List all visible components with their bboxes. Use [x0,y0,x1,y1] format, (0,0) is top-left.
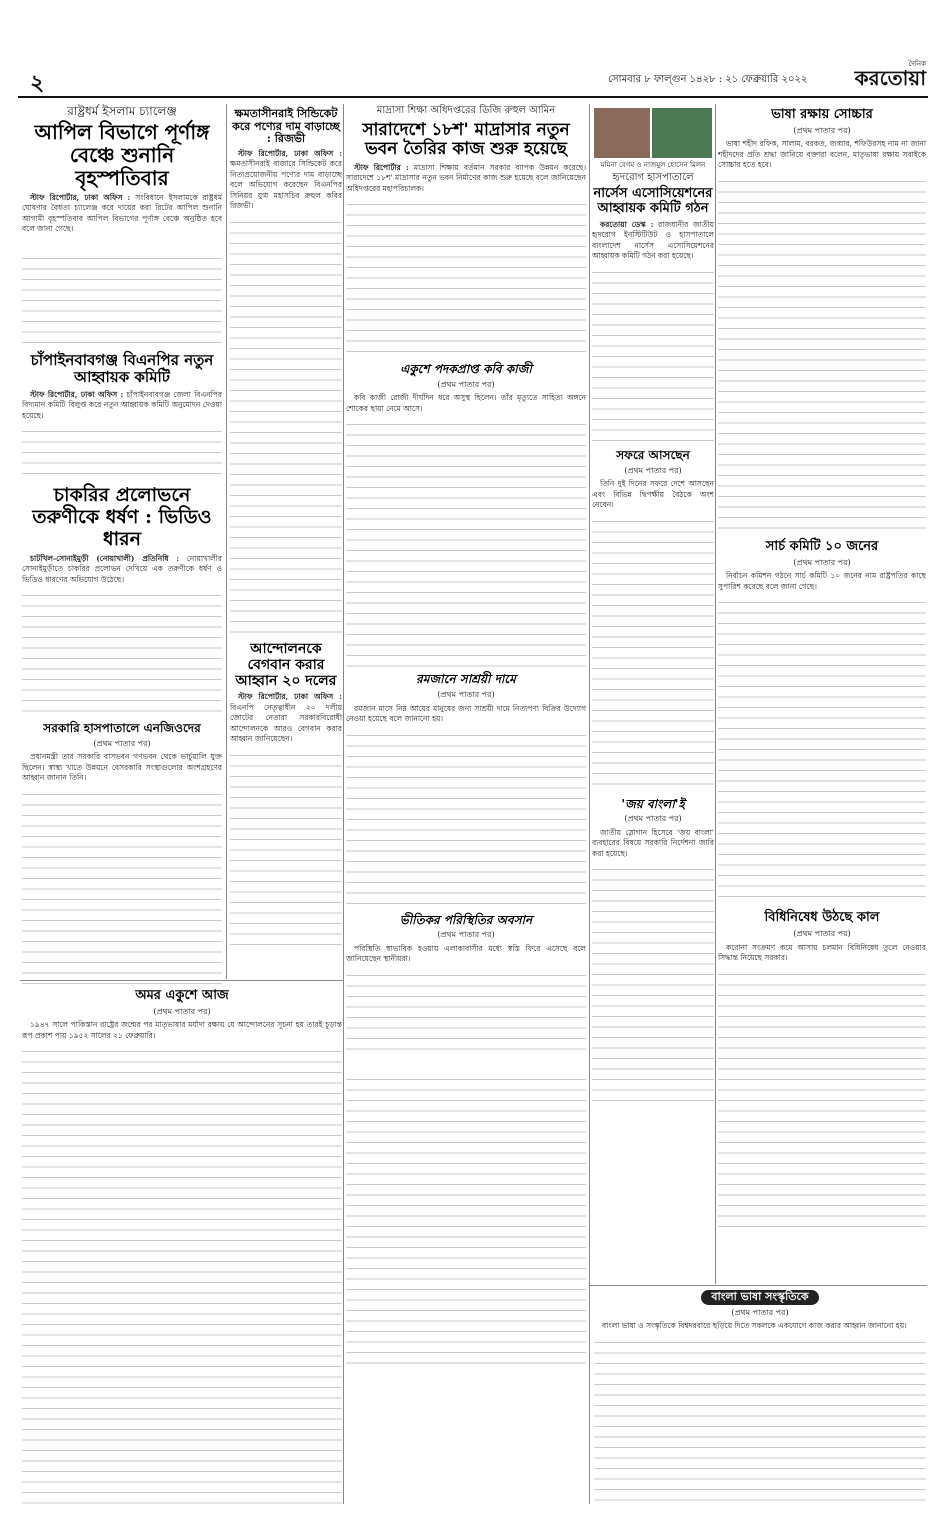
column-2 [230,104,342,974]
article-headline: রমজানে সাশ্রয়ী দামে [416,672,516,687]
article-headline: বিধিনিষেধ উঠছে কাল [764,910,880,926]
article-body: ভাষা শহীদ রফিক, সালাম, বরকত, জব্বার, শফিউরসহ নাম না জানা শহীদদের প্রতি শ্রদ্ধা জানিয়ে বক্তারা বলেন, মাতৃভাষা রক্ষায় সবাইকে সোচ্চার হতে হবে। [718,139,926,170]
article-body: মাদ্রাসা শিক্ষায় বর্তমান সরকার ব্যাপক উন্নয়ন করেছে। সারাদেশে ১৮শ' মাদ্রাসার নতুন ভবন নির্মাণের কাজ শুরু হয়েছে বলে জানিয়েছেন অধিদপ্তরের মহাপরিচালক। [346,162,586,193]
article-headline: আপিল বিভাগে পূর্ণাঙ্গ বেঞ্চে শুনানি বৃহস্পতিবার [34,119,210,190]
article-body: করোনা সংক্রমণ কমে আসায় চলমান বিধিনিষেধ তুলে নেওয়ার সিদ্ধান্ত নিয়েছে সরকার। [718,942,926,963]
date-line: সোমবার ৮ ফাল্গুন ১৪২৮ : ২১ ফেব্রুয়ারি ২০২২ [608,74,808,85]
article-kicker: মাদ্রাসা শিক্ষা অধিদপ্তরের ডিজি রুহুল আমিন [376,105,556,116]
logo-name: করতোয়া [854,66,926,90]
article-body: তিনি দুই দিনের সফরে দেশে আসছেন এবং বিভিন্ন দ্বিপক্ষীয় বৈঠকে অংশ নেবেন। [592,479,714,510]
article-kicker: হৃদরোগ হাসপাতালে [612,171,694,183]
column-divider [343,104,344,1504]
logo-small-text: দৈনিক [908,60,926,68]
article-headline: সার্চ কমিটি ১০ জনের [765,538,879,554]
continued-label: (প্রথম পাতার পর) [437,379,495,389]
continued-label: (প্রথম পাতার পর) [624,814,682,824]
section-divider [20,980,343,981]
article-body: সংবিধানে ইসলামকে রাষ্ট্রধর্ম ঘোষণার বৈধতা চ্যালেঞ্জ করে দায়ের করা রিটের আপিল শুনানি আগামী বৃহস্পতিবার আপিল বিভাগের পূর্ণাঙ্গ বেঞ্চে অনুষ্ঠিত হবে বলে জানা গেছে। [22,192,222,233]
column-3 [346,104,586,1504]
article-headline: একুশে পদকপ্রাপ্ত কবি কাজী [400,362,532,377]
photo-man [652,108,712,158]
article-byline: স্টাফ রিপোর্টার : [354,162,409,172]
article-headline: ভীতিকর পরিস্থিতির অবসান [399,912,533,927]
article-headline: ক্ষমতাসীনরাই সিন্ডিকেট করে পণ্যের দাম বাড়াচ্ছে : রিজভী [232,107,340,146]
article-headline: ভাষা রক্ষায় সোচ্চার [771,107,873,122]
text-block [718,174,926,534]
article-headline: সারাদেশে ১৮শ' মাদ্রাসার নতুন ভবন তৈরির কাজ শুরু হয়েছে [362,119,570,160]
article-body: পরিস্থিতি স্বাভাবিক হওয়ায় এলাকাবাসীর মধ্যে স্বস্তি ফিরে এসেছে বলে জানিয়েছেন স্থানীয়রা। [346,943,586,964]
column-5 [718,104,926,1284]
article-headline: অমর একুশে আজ [135,988,229,1003]
article-headline: আন্দোলনকে বেগবান করার আহ্বান ২০ দলের [235,640,337,690]
article-body: কবি কাজী রোজী দীর্ঘদিন ধরে অসুস্থ ছিলেন। তাঁর মৃত্যুতে সাহিত্য অঙ্গনে শোকের ছায়া নেমে আসে। [346,393,586,413]
article-amar-ekushe [22,985,342,1505]
continued-label: (প্রথম পাতার পর) [437,690,495,700]
article-body: ক্ষমতাসীনরাই বাজারে সিন্ডিকেট করে নিত্যপ্রয়োজনীয় পণ্যের দাম বাড়াচ্ছে বলে অভিযোগ করেছেন বিএনপির সিনিয়র যুগ্ম মহাসচিব রুহুল কবির রিজভী। [230,159,342,211]
article-headline: নার্সেস এসোসিয়েশনের আহ্বায়ক কমিটি গঠন [593,186,713,216]
continued-label: (প্রথম পাতার পর) [793,125,851,135]
column-divider [226,104,227,979]
text-block [346,417,586,667]
article-headline: সফরে আসছেন [616,447,690,462]
newspaper-logo [836,60,926,90]
article-kicker: রাষ্ট্রধর্ম ইসলাম চ্যালেঞ্জ [67,104,177,118]
article-body: নোয়াখালীর সোনাইমুড়ীতে চাকরির প্রলোভন দেখিয়ে এক তরুণীকে ধর্ষণ ও ভিডিও ধারণের অভিযোগ উঠেছে। [22,553,222,584]
text-block [592,265,714,445]
text-block [718,595,926,905]
article-body: ১৯৪৭ সালে পাকিস্তান রাষ্ট্রের জন্মের পর মাতৃভাষার মর্যাদা রক্ষায় যে আন্দোলনের সূচনা হয় তারই চূড়ান্ত রূপ প্রকাশ পায় ১৯৫২ সালের ২১ ফেব্রুয়ারি। [22,1020,342,1040]
text-block [22,1044,342,1504]
article-body: বাংলা ভাষা ও সংস্কৃতিকে বিশ্বদরবারে ছড়িয়ে দিতে সকলকে একযোগে কাজ করার আহ্বান জানানো হয়। [602,1321,907,1330]
section-divider [589,1285,927,1286]
article-byline: স্টাফ রিপোর্টার, ঢাকা অফিস : [238,692,342,702]
article-bangla-bhasha [594,1290,926,1510]
article-byline: করতোয়া ডেস্ক : [600,219,654,229]
continued-label: (প্রথম পাতার পর) [93,738,151,748]
text-block [22,424,222,479]
continued-label: (প্রথম পাতার পর) [153,1006,211,1016]
article-headline: চাকরির প্রলোভনে তরুণীকে ধর্ষণ : ভিডিও ধারন [32,484,212,550]
text-block [718,967,926,1227]
article-body: রাজধানীর জাতীয় হৃদরোগ ইনস্টিটিউট ও হাসপাতালে বাংলাদেশ নার্সেস এসোসিয়েশনের আহ্বায়ক কমিটি গঠন করা হয়েছে। [592,219,714,261]
column-divider [589,104,590,1504]
article-byline: স্টাফ রিপোর্টার, ঢাকা অফিস : [238,148,342,158]
article-headline: সরকারি হাসপাতালে এনজিওদের [43,721,201,736]
article-headline: 'জয় বাংলা'ই [621,796,685,811]
continued-label: (প্রথম পাতার পর) [624,465,682,475]
text-block [346,968,586,1058]
continued-label: (প্রথম পাতার পর) [437,930,495,940]
text-block [22,251,222,346]
article-byline: চাটখিল-সোনাইমুড়ী (নোয়াখালী) প্রতিনিধি : [30,553,180,563]
text-block [22,588,222,718]
article-body: নির্বাচন কমিশন গঠনে সার্চ কমিটি ১০ জনের নাম রাষ্ট্রপতির কাছে সুপারিশ করেছে বলে জানা গেছে। [718,571,926,591]
text-block [594,1335,926,1505]
text-block [346,1072,586,1372]
article-body: বিএনপি নেতৃত্বাধীন ২০ দলীয় জোটের নেতারা সরকারবিরোধী আন্দোলনকে আরও বেগবান করার আহ্বান জানিয়েছেন। [230,702,342,744]
column-divider [715,104,716,1284]
text-block [230,748,342,948]
page-number: ২ [30,70,45,96]
article-body: রমজান মাসে নিম্ন আয়ের মানুষের জন্য সাশ্রয়ী দামে নিত্যপণ্য বিক্রির উদ্যোগ নেওয়া হয়েছে বলে জানানো হয়। [346,703,586,724]
text-block [592,514,714,794]
article-body: প্রধানমন্ত্রী তার সরকারি বাসভবন গণভবন থেকে ভার্চুয়ালি যুক্ত ছিলেন। স্বাস্থ্য খাতে উন্নয়নে বেসরকারি সংস্থাগুলোর অংশগ্রহণের আহ্বান জানান তিনি। [22,752,222,783]
article-byline: স্টাফ রিপোর্টার, ঢাকা অফিস : [30,192,131,202]
continued-label: (প্রথম পাতার পর) [793,929,851,939]
article-body: চাঁপাইনবাবগঞ্জ জেলা বিএনপির বিদ্যমান কমিটি বিলুপ্ত করে নতুন আহ্বায়ক কমিটি অনুমোদন দেওয়া হয়েছে। [22,389,222,420]
text-block [346,197,586,357]
photo-caption: মমিনা বেগম ও নাজমুল হোসেন মিলন [600,161,706,169]
masthead [18,60,928,96]
text-block [592,862,714,1102]
photo-woman [594,108,650,158]
article-byline: স্টাফ রিপোর্টার, ঢাকা অফিস : [30,389,124,399]
text-block [230,215,342,635]
continued-label: (প্রথম পাতার পর) [793,557,851,567]
masthead-rule [18,96,928,98]
article-body: জাতীয় স্লোগান হিসেবে 'জয় বাংলা' ব্যবহারের বিষয়ে সরকারি নির্দেশনা জারি করা হয়েছে। [592,827,714,858]
article-headline: বাংলা ভাষা সংস্কৃতিকে [701,1290,818,1305]
text-block [346,728,586,908]
article-headline: চাঁপাইনবাবগঞ্জ বিএনপির নতুন আহ্বায়ক কমিটি [30,351,214,387]
column-4 [592,160,714,1310]
continued-label: (প্রথম পাতার পর) [731,1307,789,1317]
